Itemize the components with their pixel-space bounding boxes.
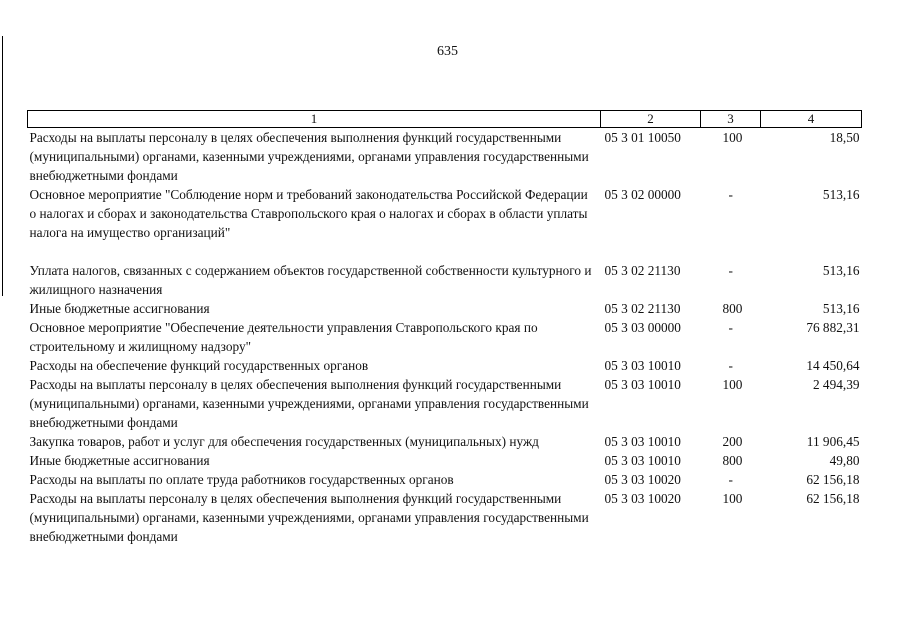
row-sum: 11 906,45 — [806, 434, 860, 449]
row-sum: 18,50 — [829, 130, 860, 145]
row-sum: 62 156,18 — [806, 491, 860, 506]
row-name: Расходы на выплаты персоналу в целях обеспечения выполнения функций государственными (муниципальными) органами, казенными учреждениями, органами управления государственными внебюджетными фондами — [29, 377, 589, 430]
row-sum: 513,16 — [822, 263, 860, 278]
budget-table — [27, 110, 862, 546]
row-expense-type: - — [728, 358, 733, 373]
row-sum: 62 156,18 — [806, 472, 860, 487]
row-expense-type: 100 — [722, 377, 743, 392]
row-expense-type: - — [728, 263, 733, 278]
table-row — [28, 299, 862, 318]
row-name: Закупка товаров, работ и услуг для обеспечения государственных (муниципальных) нужд — [29, 434, 539, 449]
row-sum: 14 450,64 — [806, 358, 860, 373]
row-expense-type: 800 — [722, 453, 743, 468]
row-code: 05 3 03 10010 — [604, 358, 681, 373]
row-code: 05 3 03 10020 — [604, 472, 681, 487]
header-col-4: 4 — [761, 111, 862, 128]
header-col-3: 3 — [701, 111, 761, 128]
row-expense-type: - — [728, 472, 733, 487]
row-sum: 513,16 — [822, 301, 860, 316]
table-row — [28, 318, 862, 356]
row-code: 05 3 03 10010 — [604, 453, 681, 468]
row-sum: 513,16 — [822, 187, 860, 202]
row-code: 05 3 03 00000 — [604, 320, 681, 335]
table-row — [28, 356, 862, 375]
table-row — [28, 451, 862, 470]
header-col-1: 1 — [28, 111, 601, 128]
header-row — [28, 111, 862, 128]
table-row — [28, 375, 862, 432]
row-code: 05 3 02 00000 — [604, 187, 681, 202]
row-name: Расходы на выплаты персоналу в целях обеспечения выполнения функций государственными (муниципальными) органами, казенными учреждениями, органами управления государственными внебюджетными фондами — [29, 491, 589, 544]
row-code: 05 3 02 21130 — [604, 301, 681, 316]
row-code: 05 3 02 21130 — [604, 263, 681, 278]
row-name: Расходы на выплаты персоналу в целях обеспечения выполнения функций государственными (муниципальными) органами, казенными учреждениями, органами управления государственными внебюджетными фондами — [29, 130, 589, 183]
row-name: Иные бюджетные ассигнования — [29, 453, 210, 468]
table-row — [28, 470, 862, 489]
table-row — [28, 128, 862, 186]
row-name: Расходы на выплаты по оплате труда работников государственных органов — [29, 472, 454, 487]
row-name: Расходы на обеспечение функций государственных органов — [29, 358, 369, 373]
row-name: Уплата налогов, связанных с содержанием объектов государственной собственности культурного и жилищного назначения — [29, 263, 592, 297]
table-row — [28, 489, 862, 546]
row-name: Основное мероприятие "Соблюдение норм и требований законодательства Российской Федерации о налогах и сборах и законодательства Ставропольского края о налогах и сборах в области уплаты налога на имущество организаций" — [29, 187, 588, 240]
row-sum: 76 882,31 — [806, 320, 860, 335]
table-row — [28, 261, 862, 299]
row-sum: 49,80 — [829, 453, 860, 468]
row-code: 05 3 01 10050 — [604, 130, 681, 145]
row-expense-type: 100 — [722, 491, 743, 506]
row-code: 05 3 03 10020 — [604, 491, 681, 506]
row-expense-type: 100 — [722, 130, 743, 145]
row-code: 05 3 03 10010 — [604, 434, 681, 449]
row-expense-type: - — [728, 187, 733, 202]
page-number: 635 — [437, 44, 458, 59]
row-name: Основное мероприятие "Обеспечение деятельности управления Ставропольского края по строительному и жилищному надзору" — [29, 320, 538, 354]
row-expense-type: - — [728, 320, 733, 335]
margin-rule — [2, 36, 3, 296]
table-row — [28, 432, 862, 451]
header-col-2: 2 — [601, 111, 701, 128]
row-expense-type: 800 — [722, 301, 743, 316]
row-expense-type: 200 — [722, 434, 743, 449]
table-row — [28, 185, 862, 261]
row-name: Иные бюджетные ассигнования — [29, 301, 210, 316]
row-code: 05 3 03 10010 — [604, 377, 681, 392]
row-sum: 2 494,39 — [812, 377, 860, 392]
